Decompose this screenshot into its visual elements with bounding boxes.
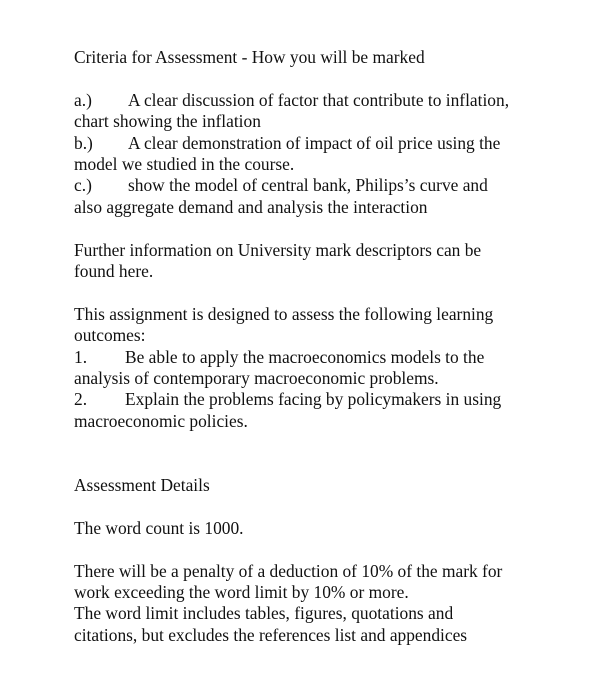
- outcome-text-cont: macroeconomic policies.: [74, 410, 248, 431]
- penalty-line: work exceeding the word limit by 10% or more.: [74, 582, 409, 603]
- list-marker: c.): [74, 175, 92, 196]
- criteria-text-cont: also aggregate demand and analysis the interaction: [74, 196, 428, 217]
- criteria-item-a: [74, 90, 594, 133]
- criteria-text-cont: chart showing the inflation: [74, 111, 261, 132]
- spacer: [74, 539, 594, 560]
- learning-outcomes-list: [74, 347, 594, 433]
- learning-intro-line: outcomes:: [74, 325, 146, 346]
- criteria-text: A clear discussion of factor that contribute to inflation,: [128, 89, 510, 110]
- penalty-paragraph: [74, 561, 594, 647]
- learning-intro: [74, 304, 594, 347]
- list-marker: 2.: [74, 389, 88, 410]
- penalty-line: There will be a penalty of a deduction of 10% of the mark for: [74, 560, 503, 581]
- spacer: [74, 496, 594, 517]
- outcome-item-1: [74, 347, 594, 390]
- list-marker: a.): [74, 89, 92, 110]
- limit-line: citations, but excludes the references list and appendices: [74, 624, 468, 645]
- criteria-text-cont: model we studied in the course.: [74, 154, 295, 175]
- further-info-line: found here.: [74, 261, 154, 282]
- criteria-list: [74, 90, 594, 218]
- criteria-item-b: [74, 133, 594, 176]
- spacer: [74, 68, 594, 89]
- list-marker: 1.: [74, 346, 88, 367]
- criteria-text: show the model of central bank, Philips’s curve and: [128, 175, 488, 196]
- limit-line: The word limit includes tables, figures, quotations and: [74, 603, 454, 624]
- spacer: [74, 432, 594, 475]
- criteria-text: A clear demonstration of impact of oil price using the: [128, 132, 501, 153]
- criteria-heading: Criteria for Assessment - How you will be marked: [74, 47, 425, 67]
- spacer: [74, 218, 594, 239]
- list-marker: b.): [74, 132, 93, 153]
- document-body: [74, 47, 594, 646]
- spacer: [74, 282, 594, 303]
- further-info-paragraph: [74, 240, 594, 283]
- outcome-text: Be able to apply the macroeconomics models to the: [125, 346, 485, 367]
- outcome-text-cont: analysis of contemporary macroeconomic problems.: [74, 368, 439, 389]
- word-count: The word count is 1000.: [74, 517, 244, 538]
- further-info-line: Further information on University mark descriptors can be: [74, 239, 482, 260]
- outcome-text: Explain the problems facing by policymakers in using: [125, 389, 502, 410]
- outcome-item-2: [74, 389, 594, 432]
- assessment-details-heading: Assessment Details: [74, 475, 210, 496]
- criteria-item-c: [74, 175, 594, 218]
- learning-intro-line: This assignment is designed to assess the following learning: [74, 303, 494, 324]
